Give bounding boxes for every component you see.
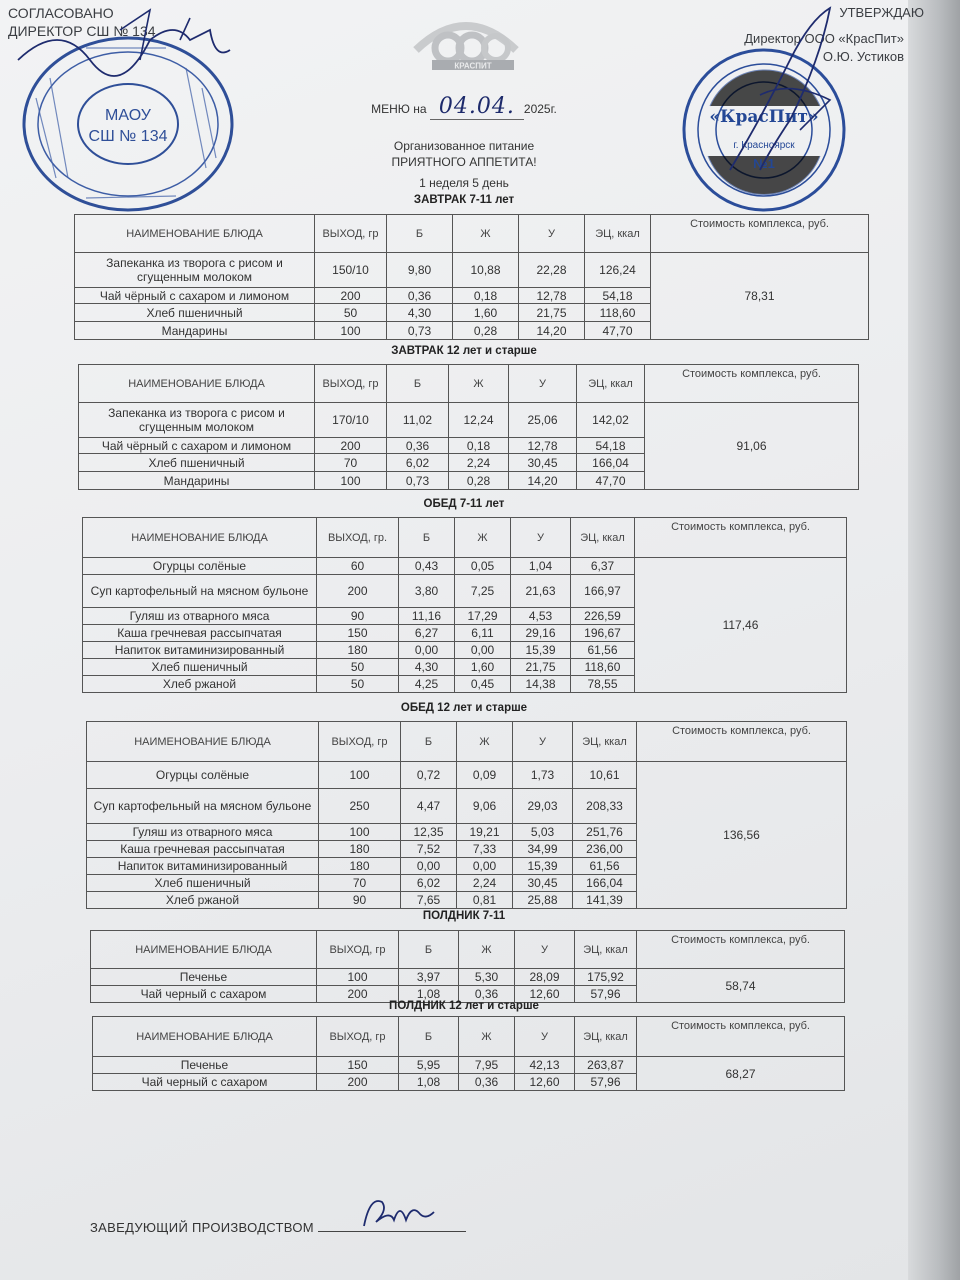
cell-name: Хлеб пшеничный	[75, 304, 315, 322]
cell-zh: 0,45	[455, 676, 511, 693]
cell-ec: 166,04	[573, 875, 637, 892]
cell-ec: 54,18	[577, 438, 645, 454]
cell-b: 11,16	[399, 608, 455, 625]
cell-name: Суп картофельный на мясном бульоне	[87, 789, 319, 824]
cell-yield: 150	[317, 625, 399, 642]
cell-yield: 90	[319, 892, 401, 909]
logo-text: КРАСПИТ	[454, 61, 492, 70]
stamp-left-line2: СШ № 134	[88, 128, 168, 145]
table-row	[83, 558, 847, 575]
cell-u: 15,39	[513, 858, 573, 875]
column-header-b: Б	[399, 518, 455, 558]
column-header-u: У	[515, 931, 575, 969]
cell-zh: 7,25	[455, 575, 511, 608]
cell-yield: 70	[319, 875, 401, 892]
menu-table	[78, 364, 859, 490]
column-header-b: Б	[387, 365, 449, 403]
column-header-b: Б	[387, 215, 453, 253]
column-header-zh: Ж	[457, 722, 513, 762]
stamp-right-brand: «КрасПит»	[709, 107, 819, 127]
cell-u: 21,75	[519, 304, 585, 322]
column-header-cost: Стоимость комплекса, руб.	[637, 722, 847, 762]
column-header-u: У	[509, 365, 577, 403]
column-header-b: Б	[401, 722, 457, 762]
cell-u: 25,88	[513, 892, 573, 909]
table-row	[79, 403, 859, 438]
cell-b: 4,47	[401, 789, 457, 824]
organization-block	[0, 138, 928, 170]
cell-zh: 5,30	[459, 969, 515, 986]
cell-ec: 47,70	[585, 322, 651, 340]
cell-b: 0,73	[387, 322, 453, 340]
column-header-cost: Стоимость комплекса, руб.	[645, 365, 859, 403]
column-header-ec: ЭЦ, ккал	[577, 365, 645, 403]
cell-u: 5,03	[513, 824, 573, 841]
menu-year: 2025г.	[523, 102, 557, 116]
cell-zh: 2,24	[449, 454, 509, 472]
cell-b: 11,02	[387, 403, 449, 438]
cell-yield: 150	[317, 1057, 399, 1074]
cell-ec: 175,92	[575, 969, 637, 986]
cell-cost: 136,56	[637, 762, 847, 909]
cell-zh: 0,18	[449, 438, 509, 454]
cell-ec: 166,04	[577, 454, 645, 472]
table-row	[93, 1057, 845, 1074]
cell-u: 14,38	[511, 676, 571, 693]
cell-name: Хлеб ржаной	[87, 892, 319, 909]
cell-u: 14,20	[519, 322, 585, 340]
cell-yield: 100	[317, 969, 399, 986]
cell-name: Печенье	[91, 969, 317, 986]
director-signature-left	[18, 30, 230, 76]
column-header-u: У	[511, 518, 571, 558]
column-header-name: НАИМЕНОВАНИЕ БЛЮДА	[93, 1017, 317, 1057]
cell-name: Огурцы солёные	[87, 762, 319, 789]
column-header-yield: ВЫХОД, гр.	[317, 518, 399, 558]
section-title: ЗАВТРАК 12 лет и старше	[391, 345, 537, 357]
column-header-ec: ЭЦ, ккал	[575, 1017, 637, 1057]
cell-name: Хлеб ржаной	[83, 676, 317, 693]
cell-yield: 100	[319, 762, 401, 789]
cell-b: 7,52	[401, 841, 457, 858]
stamp-left-line1: МАОУ	[105, 107, 151, 124]
cell-b: 4,25	[399, 676, 455, 693]
cell-b: 0,00	[401, 858, 457, 875]
column-header-ec: ЭЦ, ккал	[585, 215, 651, 253]
column-header-cost: Стоимость комплекса, руб.	[651, 215, 869, 253]
cell-ec: 141,39	[573, 892, 637, 909]
column-header-cost: Стоимость комплекса, руб.	[635, 518, 847, 558]
cell-yield: 250	[319, 789, 401, 824]
column-header-u: У	[519, 215, 585, 253]
cell-ec: 57,96	[575, 986, 637, 1003]
column-header-zh: Ж	[455, 518, 511, 558]
stamp-right-number: №1	[753, 156, 775, 171]
column-header-zh: Ж	[459, 1017, 515, 1057]
column-header-name: НАИМЕНОВАНИЕ БЛЮДА	[91, 931, 317, 969]
column-header-zh: Ж	[453, 215, 519, 253]
cell-cost: 91,06	[645, 403, 859, 490]
column-header-zh: Ж	[459, 931, 515, 969]
cell-b: 6,27	[399, 625, 455, 642]
cell-yield: 150/10	[315, 253, 387, 288]
cell-zh: 0,81	[457, 892, 513, 909]
cell-ec: 118,60	[571, 659, 635, 676]
cell-cost: 68,27	[637, 1057, 845, 1091]
section-title: ОБЕД 7-11 лет	[423, 498, 505, 510]
cell-zh: 0,36	[459, 986, 515, 1003]
cell-zh: 7,95	[459, 1057, 515, 1074]
cell-yield: 200	[317, 986, 399, 1003]
production-manager-signature	[360, 1190, 440, 1234]
cell-u: 29,16	[511, 625, 571, 642]
cell-u: 4,53	[511, 608, 571, 625]
cell-zh: 0,09	[457, 762, 513, 789]
cell-yield: 200	[317, 1074, 399, 1091]
cell-zh: 19,21	[457, 824, 513, 841]
cell-ec: 251,76	[573, 824, 637, 841]
cell-u: 12,60	[515, 986, 575, 1003]
section-title: ПОЛДНИК 12 лет и старше	[389, 1000, 539, 1012]
org-line2: ПРИЯТНОГО АППЕТИТА!	[391, 155, 537, 169]
column-header-yield: ВЫХОД, гр	[317, 1017, 399, 1057]
cell-b: 12,35	[401, 824, 457, 841]
cell-name: Хлеб пшеничный	[87, 875, 319, 892]
cell-u: 12,60	[515, 1074, 575, 1091]
column-header-yield: ВЫХОД, гр	[315, 365, 387, 403]
cell-ec: 54,18	[585, 288, 651, 304]
cell-u: 28,09	[515, 969, 575, 986]
cell-yield: 180	[319, 858, 401, 875]
column-header-name: НАИМЕНОВАНИЕ БЛЮДА	[83, 518, 317, 558]
cell-ec: 236,00	[573, 841, 637, 858]
column-header-name: НАИМЕНОВАНИЕ БЛЮДА	[75, 215, 315, 253]
column-header-u: У	[515, 1017, 575, 1057]
cell-b: 0,36	[387, 288, 453, 304]
cell-zh: 17,29	[455, 608, 511, 625]
cell-name: Гуляш из отварного мяса	[87, 824, 319, 841]
column-header-zh: Ж	[449, 365, 509, 403]
cell-ec: 78,55	[571, 676, 635, 693]
cell-yield: 100	[315, 472, 387, 490]
column-header-b: Б	[399, 1017, 459, 1057]
cell-yield: 200	[315, 438, 387, 454]
cell-zh: 10,88	[453, 253, 519, 288]
cell-name: Чай чёрный с сахаром и лимоном	[79, 438, 315, 454]
cell-ec: 208,33	[573, 789, 637, 824]
menu-table	[74, 214, 869, 340]
approve-person: О.Ю. Устиков	[822, 49, 904, 64]
cell-name: Напиток витаминизированный	[87, 858, 319, 875]
cell-yield: 200	[317, 575, 399, 608]
cell-u: 21,75	[511, 659, 571, 676]
cell-yield: 170/10	[315, 403, 387, 438]
cell-zh: 0,36	[459, 1074, 515, 1091]
cell-name: Чай черный с сахаром	[93, 1074, 317, 1091]
agreed-title: СОГЛАСОВАНО	[8, 5, 114, 21]
menu-prefix: МЕНЮ на	[371, 102, 427, 116]
cell-ec: 61,56	[573, 858, 637, 875]
menu-table	[90, 930, 845, 1003]
column-header-yield: ВЫХОД, гр	[317, 931, 399, 969]
cell-cost: 58,74	[637, 969, 845, 1003]
cell-zh: 0,28	[449, 472, 509, 490]
production-manager-label: ЗАВЕДУЮЩИЙ ПРОИЗВОДСТВОМ	[90, 1220, 314, 1235]
cell-yield: 70	[315, 454, 387, 472]
cell-b: 5,95	[399, 1057, 459, 1074]
cell-b: 9,80	[387, 253, 453, 288]
cell-ec: 126,24	[585, 253, 651, 288]
cell-yield: 50	[317, 676, 399, 693]
cell-yield: 180	[317, 642, 399, 659]
table-row	[75, 253, 869, 288]
column-header-name: НАИМЕНОВАНИЕ БЛЮДА	[87, 722, 319, 762]
column-header-b: Б	[399, 931, 459, 969]
cell-cost: 117,46	[635, 558, 847, 693]
stamp-right-city: г. Красноярск	[733, 140, 795, 151]
cell-name: Мандарины	[75, 322, 315, 340]
section-title: ЗАВТРАК 7-11 лет	[413, 194, 515, 206]
cell-zh: 12,24	[449, 403, 509, 438]
cell-name: Мандарины	[79, 472, 315, 490]
table-row	[87, 762, 847, 789]
week-day: 1 неделя 5 день	[419, 176, 509, 190]
menu-date-line	[0, 94, 928, 120]
cell-u: 14,20	[509, 472, 577, 490]
cell-name: Печенье	[93, 1057, 317, 1074]
cell-name: Огурцы солёные	[83, 558, 317, 575]
cell-name: Каша гречневая рассыпчатая	[87, 841, 319, 858]
cell-b: 0,72	[401, 762, 457, 789]
cell-u: 30,45	[513, 875, 573, 892]
cell-name: Хлеб пшеничный	[83, 659, 317, 676]
cell-yield: 180	[319, 841, 401, 858]
cell-b: 4,30	[399, 659, 455, 676]
cell-u: 29,03	[513, 789, 573, 824]
cell-u: 34,99	[513, 841, 573, 858]
cell-name: Чай чёрный с сахаром и лимоном	[75, 288, 315, 304]
cell-ec: 142,02	[577, 403, 645, 438]
cell-u: 1,73	[513, 762, 573, 789]
cell-zh: 0,18	[453, 288, 519, 304]
cell-ec: 47,70	[577, 472, 645, 490]
cell-b: 6,02	[401, 875, 457, 892]
cell-u: 21,63	[511, 575, 571, 608]
approve-title: УТВЕРЖДАЮ	[839, 5, 924, 20]
menu-table	[92, 1016, 845, 1091]
cell-zh: 0,00	[457, 858, 513, 875]
cell-zh: 0,00	[455, 642, 511, 659]
menu-table	[86, 721, 847, 909]
cell-yield: 90	[317, 608, 399, 625]
cell-b: 3,97	[399, 969, 459, 986]
cell-name: Запеканка из творога с рисом и сгущенным молоком	[75, 253, 315, 288]
column-header-ec: ЭЦ, ккал	[573, 722, 637, 762]
cell-yield: 60	[317, 558, 399, 575]
cell-ec: 57,96	[575, 1074, 637, 1091]
cell-b: 0,36	[387, 438, 449, 454]
cell-yield: 100	[319, 824, 401, 841]
cell-name: Запеканка из творога с рисом и сгущенным молоком	[79, 403, 315, 438]
section-title: ПОЛДНИК 7-11	[422, 910, 506, 922]
column-header-u: У	[513, 722, 573, 762]
column-header-name: НАИМЕНОВАНИЕ БЛЮДА	[79, 365, 315, 403]
cell-name: Чай черный с сахаром	[91, 986, 317, 1003]
cell-ec: 263,87	[575, 1057, 637, 1074]
cell-u: 12,78	[519, 288, 585, 304]
cell-zh: 7,33	[457, 841, 513, 858]
column-header-cost: Стоимость комплекса, руб.	[637, 931, 845, 969]
org-line1: Организованное питание	[393, 139, 535, 153]
cell-b: 0,00	[399, 642, 455, 659]
cell-u: 1,04	[511, 558, 571, 575]
cell-u: 15,39	[511, 642, 571, 659]
column-header-yield: ВЫХОД, гр	[315, 215, 387, 253]
cell-zh: 0,05	[455, 558, 511, 575]
section-title: ОБЕД 12 лет и старше	[400, 702, 528, 714]
cell-b: 0,43	[399, 558, 455, 575]
cell-name: Хлеб пшеничный	[79, 454, 315, 472]
cell-b: 6,02	[387, 454, 449, 472]
cell-ec: 10,61	[573, 762, 637, 789]
cell-ec: 6,37	[571, 558, 635, 575]
cell-u: 12,78	[509, 438, 577, 454]
cell-zh: 6,11	[455, 625, 511, 642]
cell-cost: 78,31	[651, 253, 869, 340]
column-header-cost: Стоимость комплекса, руб.	[637, 1017, 845, 1057]
cell-ec: 61,56	[571, 642, 635, 659]
table-row	[91, 969, 845, 986]
cell-ec: 166,97	[571, 575, 635, 608]
cell-zh: 2,24	[457, 875, 513, 892]
cell-zh: 0,28	[453, 322, 519, 340]
cell-yield: 50	[315, 304, 387, 322]
menu-date-handwritten: 04.04.	[430, 94, 524, 120]
cell-u: 30,45	[509, 454, 577, 472]
cell-yield: 100	[315, 322, 387, 340]
cell-b: 4,30	[387, 304, 453, 322]
cell-zh: 9,06	[457, 789, 513, 824]
cell-ec: 226,59	[571, 608, 635, 625]
cell-u: 42,13	[515, 1057, 575, 1074]
cell-name: Суп картофельный на мясном бульоне	[83, 575, 317, 608]
approve-position: Директор ООО «КрасПит»	[744, 31, 904, 46]
cell-b: 3,80	[399, 575, 455, 608]
cell-yield: 200	[315, 288, 387, 304]
cell-name: Каша гречневая рассыпчатая	[83, 625, 317, 642]
cell-ec: 118,60	[585, 304, 651, 322]
cell-yield: 50	[317, 659, 399, 676]
cell-u: 25,06	[509, 403, 577, 438]
cell-b: 0,73	[387, 472, 449, 490]
column-header-yield: ВЫХОД, гр	[319, 722, 401, 762]
column-header-ec: ЭЦ, ккал	[571, 518, 635, 558]
cell-b: 1,08	[399, 1074, 459, 1091]
cell-zh: 1,60	[455, 659, 511, 676]
column-header-ec: ЭЦ, ккал	[575, 931, 637, 969]
cell-name: Гуляш из отварного мяса	[83, 608, 317, 625]
cell-zh: 1,60	[453, 304, 519, 322]
cell-b: 7,65	[401, 892, 457, 909]
cell-u: 22,28	[519, 253, 585, 288]
cell-b: 1,08	[399, 986, 459, 1003]
cell-ec: 196,67	[571, 625, 635, 642]
menu-table	[82, 517, 847, 693]
cell-name: Напиток витаминизированный	[83, 642, 317, 659]
agreed-position: ДИРЕКТОР СШ № 134	[8, 23, 156, 39]
